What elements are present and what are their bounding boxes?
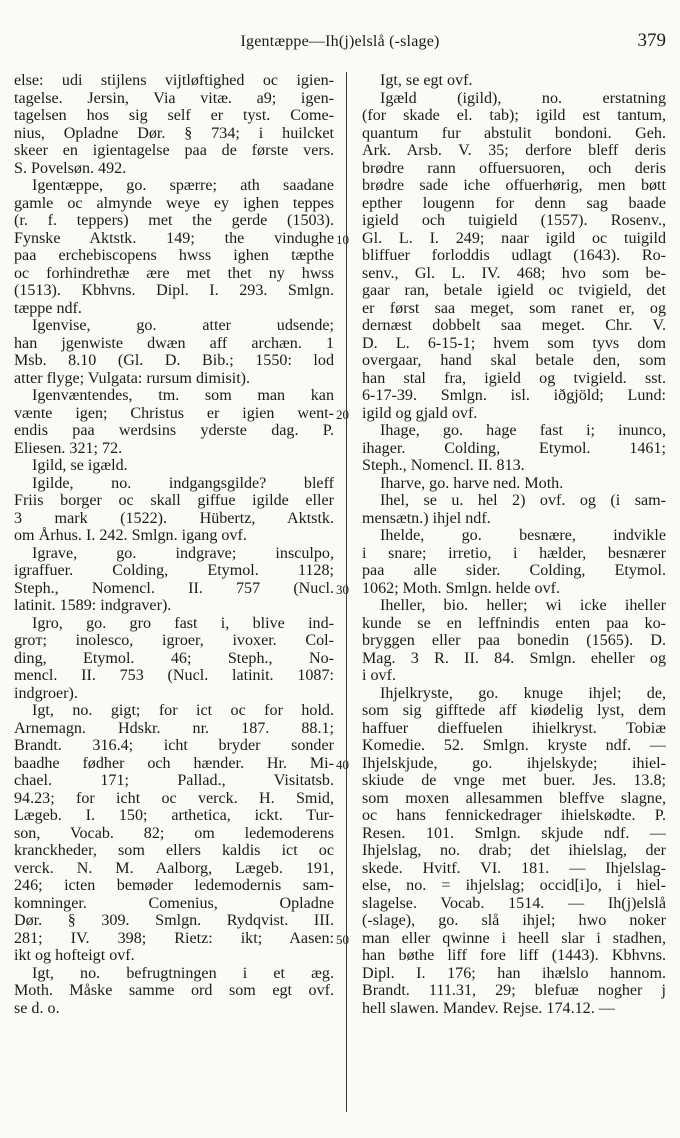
text-line: Ihelde, go. besnære, indvikle xyxy=(380,527,666,544)
text-line: else, no. = ihjelslag; occid[i]o, i hiel- xyxy=(362,877,666,894)
running-header xyxy=(14,30,666,56)
text-line: else: udi stijlens vijtløftighed oc igien- xyxy=(14,72,334,89)
text-line: Friis borger oc skall giffue igilde eller xyxy=(14,492,334,509)
text-line: Igro, go. gro fast i, blive ind- xyxy=(32,614,334,632)
text-line: Ark. Arsb. V. 35; derfore bleff deris xyxy=(362,142,666,159)
text-line: dernæst dobbelt saa meget. Chr. V. xyxy=(362,317,666,334)
text-line: er først saa meget, som ranet er, og xyxy=(362,299,666,317)
text-line: baadhe fødher och hænder. Hr. Mi- xyxy=(14,754,334,772)
text-line: Dør. § 309. Smlgn. Rydqvist. III. xyxy=(14,912,334,929)
text-line: bryggen eller paa bonedin (1565). D. xyxy=(362,632,666,649)
text-line: tagelse. Jersin, Via vitæ. a9; igen- xyxy=(14,89,334,107)
text-line: oc hans fennickedrager ihielskødte. P. xyxy=(362,807,666,824)
text-line: chael. 171; Pallad., Visitatsb. xyxy=(14,772,334,789)
text-line: hell slawen. Mandev. Rejse. 174.12. — xyxy=(362,999,615,1017)
text-line: Gl. L. I. 249; naar igild oc tuigild xyxy=(362,229,666,247)
text-line: igraffuer. Colding, Etymol. 1128; xyxy=(14,562,334,579)
text-line: groт; inolesco, igroer, ivoxer. Col- xyxy=(14,632,334,649)
text-line: 3 mark (1522). Hübertz, Aktstk. xyxy=(14,509,334,527)
text-line: man eller qwinne i heell slar i stadhen, xyxy=(362,929,666,947)
text-line: ikt og hofteigt ovf. xyxy=(14,947,135,964)
text-line: Igentæppe, go. spærre; ath saadane xyxy=(32,177,334,194)
text-line: 1062; Moth. Smlgn. helde ovf. xyxy=(362,579,561,597)
text-line: Igild, se igæld. xyxy=(32,457,128,474)
page-number: 379 xyxy=(637,30,666,51)
text-line: Msb. 8.10 (Gl. D. Bib.; 1550: lod xyxy=(14,352,334,369)
text-line: Iharve, go. harve ned. Moth. xyxy=(380,474,564,492)
text-line: D. L. 6-15-1; hvem som tyvs dom xyxy=(362,334,666,352)
text-line: Igenvise, go. atter udsende; xyxy=(32,317,334,334)
text-line: brødre rann offuersuoren, och deris xyxy=(362,159,666,177)
text-line: (1513). Kbhvns. Dipl. I. 293. Smlgn. xyxy=(14,282,334,299)
line-number: 50 xyxy=(336,931,349,947)
left-column xyxy=(14,72,334,1017)
text-line: tagelsen hos sig self er tyst. Come- xyxy=(14,107,334,124)
text-line: atter flyge; Vulgata: rursum dimisit). xyxy=(14,369,251,387)
text-line: skiude de vnge met buer. Jes. 13.8; xyxy=(362,772,666,789)
text-line: brødre sade iche offuerhørig, men bøtt xyxy=(362,177,666,194)
text-line: Mag. 3 R. II. 84. Smlgn. eheller og xyxy=(362,649,666,667)
text-line: son, Vocab. 82; om ledemoderens xyxy=(14,824,334,842)
text-line: igild og gjald ovf. xyxy=(362,404,478,422)
text-line: Igrave, go. indgrave; insculpo, xyxy=(32,544,334,562)
line-number: 20 xyxy=(336,406,349,422)
text-line: quantum fur abstulit bondoni. Geh. xyxy=(362,124,666,142)
text-line: Ihjelkryste, go. knuge ihjel; de, xyxy=(380,684,666,702)
text-line: kunde se en leffnindis enten paa ko- xyxy=(362,614,666,632)
text-line: i ovf. xyxy=(362,667,396,684)
text-line: kranckheder, som ellers kaldis ict oc xyxy=(14,842,334,859)
text-line: gamle oc almynde weye ey ighen teppes xyxy=(14,194,334,212)
text-line: Igt, no. gigt; for ict oc for hold. xyxy=(32,702,334,719)
text-line: Eliesen. 321; 72. xyxy=(14,439,123,457)
text-line: Ihel, se u. hel 2) ovf. og (i sam- xyxy=(380,492,666,509)
text-line: 94.23; for icht oc verck. H. Smid, xyxy=(14,789,334,807)
text-line: skede. Hvitf. VI. 181. — Ihjelslag- xyxy=(362,859,666,877)
text-line: paa alle sider. Colding, Etymol. xyxy=(362,562,666,579)
text-line: Ihjelslag, no. drab; det ihielslag, der xyxy=(362,842,666,859)
text-line: Igt, no. befrugtningen i et æg. xyxy=(32,964,334,982)
text-line: Fynske Aktstk. 149; the vindughe xyxy=(14,229,334,247)
text-line: slagelse. Vocab. 1514. — Ih(j)elslå xyxy=(362,894,666,912)
line-number: 30 xyxy=(336,581,349,597)
text-line: han stal fra, igield og tvigield. sst. xyxy=(362,369,666,387)
text-line: haffuer dieffuelen ihielkryst. Tobiæ xyxy=(362,719,666,737)
text-line: mencl. II. 753 (Nucl. latinit. 1087: xyxy=(14,667,334,684)
text-line: indgroer). xyxy=(14,684,78,702)
text-line: Dipl. I. 176; han ihælslo hannom. xyxy=(362,964,666,982)
text-line: ihager. Colding, Etymol. 1461; xyxy=(362,439,666,457)
text-line: mensætn.) ihjel ndf. xyxy=(362,509,491,527)
text-line: senv., Gl. L. IV. 468; hvo som be- xyxy=(362,264,666,282)
text-line: verck. N. M. Aalborg, Lægeb. 191, xyxy=(14,859,334,877)
text-line: (for skade el. tab); igild est tantum, xyxy=(362,107,666,124)
text-line: Komedie. 52. Smlgn. kryste ndf. — xyxy=(362,737,666,754)
text-line: han bøthe liff fore liff (1443). Kbhvns. xyxy=(362,947,666,964)
text-line: S. Povelsøn. 492. xyxy=(14,159,127,177)
text-line: Moth. Måske samme ord som egt ovf. xyxy=(14,982,334,999)
text-line: gaar ran, betale igield oc tvigield, det xyxy=(362,282,666,299)
text-line: Arnemagn. Hdskr. nr. 187. 88.1; xyxy=(14,719,334,737)
text-line: epther lougenn for denn sag baade xyxy=(362,194,666,212)
text-line: tæppe ndf. xyxy=(14,299,82,317)
text-line: han jgenwiste dwæn aff archæn. 1 xyxy=(14,334,334,352)
text-line: Steph., Nomencl. II. 813. xyxy=(362,457,525,474)
text-line: 281; IV. 398; Rietz: ikt; Aasen: xyxy=(14,929,334,947)
text-line: skeer en igientagelse paa de første vers. xyxy=(14,142,334,159)
text-line: (r. f. teppers) met the gerde (1503). xyxy=(14,212,334,229)
text-line: som moxen allesammen bleffve slagne, xyxy=(362,789,666,807)
text-line: 6-17-39. Smlgn. isl. iðgjöld; Lund: xyxy=(362,387,666,404)
text-line: som sig gifftede aff kiødelig lyst, dem xyxy=(362,702,666,719)
text-line: Igæld (igild), no. erstatning xyxy=(380,89,666,107)
text-line: Brandt. 111.31, 29; blefuæ nogher j xyxy=(362,982,666,999)
text-line: Brandt. 316.4; icht bryder sonder xyxy=(14,737,334,754)
text-line: Iheller, bio. heller; wi icke iheller xyxy=(380,597,666,614)
text-line: endis paa werdsins yderste dag. P. xyxy=(14,422,334,439)
line-number: 40 xyxy=(336,756,349,772)
text-line: latinit. 1589: indgraver). xyxy=(14,597,172,614)
text-line: Ihjelskjude, go. ihjelskyde; ihiel- xyxy=(362,754,666,772)
text-line: Igenvæntendes, tm. som man kan xyxy=(32,387,334,404)
text-line: igield och tuigield (1557). Rosenv., xyxy=(362,212,666,229)
text-line: Steph., Nomencl. II. 757 (Nucl. xyxy=(14,579,334,597)
text-line: om Århus. I. 242. Smlgn. igang ovf. xyxy=(14,527,247,544)
text-line: i snare; irretio, i hælder, besnærer xyxy=(362,544,666,562)
right-column xyxy=(362,72,666,1017)
line-number: 10 xyxy=(336,231,349,247)
text-line: (-slage), go. slå ihjel; hwo noker xyxy=(362,912,666,929)
text-line: paa erchebiscopens hwss ighen tæpthe xyxy=(14,247,334,264)
running-title: Igentæppe—Ih(j)elslå (-slage) xyxy=(240,33,440,50)
text-line: overgaar, hand skal betale den, som xyxy=(362,352,666,369)
text-line: Igt, se egt ovf. xyxy=(380,72,473,89)
text-line: Lægeb. I. 150; arthetica, ickt. Tur- xyxy=(14,807,334,824)
text-line: oc forhindrethæ ære met thet ny hwss xyxy=(14,264,334,282)
text-line: 246; icten bemøder ledemodernis sam- xyxy=(14,877,334,894)
text-line: se d. o. xyxy=(14,999,60,1017)
text-line: bliffuer forloddis udlagt (1643). Ro- xyxy=(362,247,666,264)
text-line: ding, Etymol. 46; Steph., No- xyxy=(14,649,334,667)
text-line: Resen. 101. Smlgn. skjude ndf. — xyxy=(362,824,666,842)
text-line: nius, Opladne Dør. § 734; i huilcket xyxy=(14,124,334,142)
text-line: Ihage, go. hage fast i; inunco, xyxy=(380,422,666,439)
text-line: Igilde, no. indgangsgilde? bleff xyxy=(32,474,334,492)
text-line: vænte igen; Christus er igien went- xyxy=(14,404,334,422)
text-line: komninger. Comenius, Opladne xyxy=(14,894,334,912)
